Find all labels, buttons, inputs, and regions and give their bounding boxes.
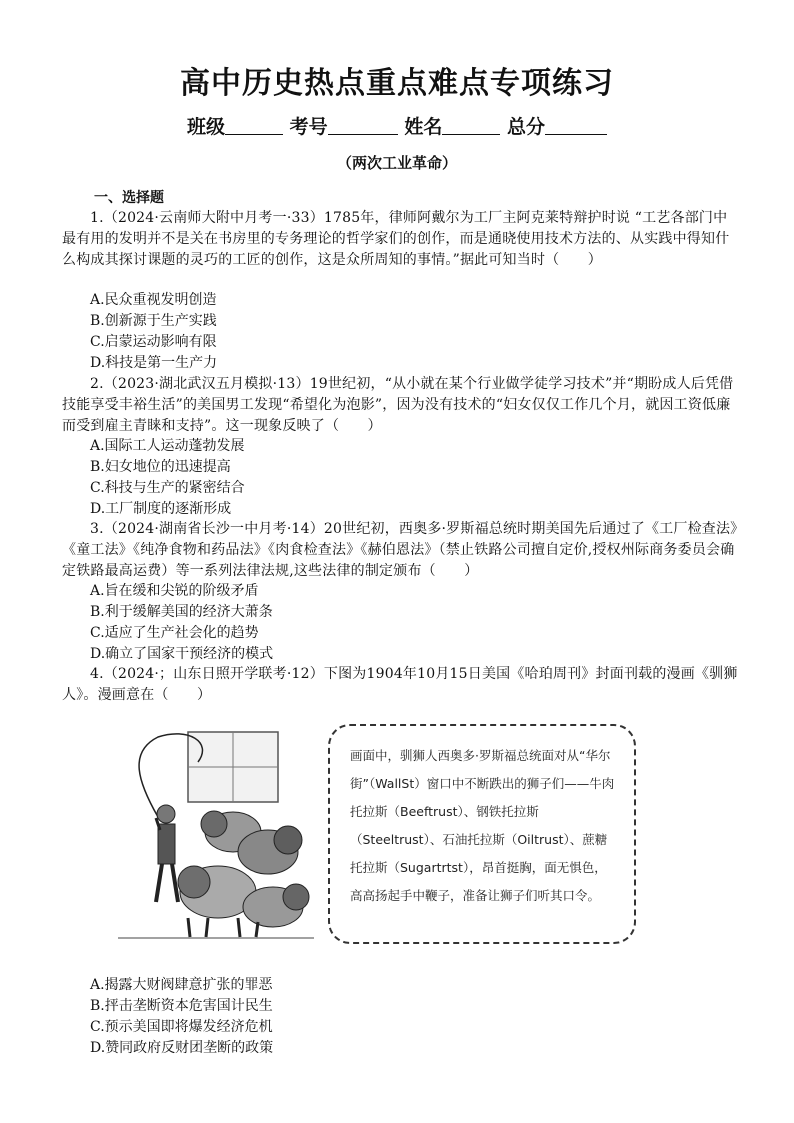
cartoon-caption-box: 画面中，驯狮人西奥多·罗斯福总统面对从“华尔街”（WallSt）窗口中不断跌出的狮子们——牛肉托拉斯（Beeftrust）、钢铁托拉斯（Steeltrust）、石油托拉斯（Oiltrust）、蔗糖托拉斯（Sugartrtst），昂首挺胸，面无惧色，高高扬起手中鞭子，准备让狮子们听其口令。 <box>328 724 636 944</box>
question-2-stem: 2.（2023·湖北武汉五月模拟·13）19世纪初，“从小就在某个行业做学徒学习技术”并“期盼成人后凭借技能享受丰裕生活”的美国男工发现“希望化为泡影”，因为没有技术的“妇女仅仅工作几个月，就因工资低廉而受到雇主青睐和支持”。这一现象反映了（ ） <box>62 376 734 434</box>
number-blank <box>328 116 398 135</box>
question-4-option-d: D.赞同政府反财团垄断的政策 <box>90 1040 274 1056</box>
section-heading: 一、选择题 <box>94 190 164 206</box>
question-1-stem: 1.（2024·云南师大附中月考一·33）1785年，律师阿戴尔为工厂主阿克莱特辩护时说 “工艺各部门中最有用的发明并不是关在书房里的专务理论的哲学家们的创作，而是通晓使用技术方法的、从实践中得知什么构成其探讨课题的灵巧的工匠的创作，这是众所周知的事情。”据此可知当时（ ） <box>62 210 730 268</box>
class-blank <box>225 116 283 135</box>
class-label: 班级 <box>187 116 226 138</box>
name-label: 姓名 <box>404 116 443 138</box>
score-blank <box>545 116 607 135</box>
question-3-option-b: B.利于缓解美国的经济大萧条 <box>90 604 273 620</box>
name-blank <box>442 116 500 135</box>
question-2-option-d: D.工厂制度的逐渐形成 <box>90 501 232 517</box>
question-4-option-b: B.抨击垄断资本危害国计民生 <box>90 998 273 1014</box>
question-4-stem: 4.（2024·；山东日照开学联考·12）下图为1904年10月15日美国《哈珀周刊》封面刊载的漫画《驯狮人》。漫画意在（ ） <box>62 666 738 703</box>
question-3-option-d: D.确立了国家干预经济的模式 <box>90 646 274 662</box>
topic-subtitle: （两次工业革命） <box>336 154 457 172</box>
question-1-option-a: A.民众重视发明创造 <box>90 292 217 308</box>
question-2-option-c: C.科技与生产的紧密结合 <box>90 480 245 496</box>
question-2-option-a: A.国际工人运动蓬勃发展 <box>90 438 245 454</box>
score-label: 总分 <box>506 116 545 138</box>
question-1-option-b: B.创新源于生产实践 <box>90 313 217 329</box>
question-3-option-a: A.旨在缓和尖锐的阶级矛盾 <box>90 583 259 599</box>
page-title: 高中历史热点重点难点专项练习 <box>180 66 614 101</box>
number-label: 考号 <box>289 116 328 138</box>
student-info-row <box>0 112 794 139</box>
question-1-option-c: C.启蒙运动影响有限 <box>90 334 217 350</box>
lion-tamer-cartoon <box>118 722 314 944</box>
question-2-option-b: B.妇女地位的迅速提高 <box>90 459 231 475</box>
question-3-option-c: C.适应了生产社会化的趋势 <box>90 625 259 641</box>
question-4-option-c: C.预示美国即将爆发经济危机 <box>90 1019 273 1035</box>
question-4-option-a: A.揭露大财阀肆意扩张的罪恶 <box>90 977 273 993</box>
question-1-option-d: D.科技是第一生产力 <box>90 355 218 371</box>
question-3-stem: 3.（2024·湖南省长沙一中月考·14）20世纪初，西奥多·罗斯福总统时期美国先后通过了《工厂检查法》《童工法》《纯净食物和药品法》《肉食检查法》《赫伯恩法》（禁止铁路公司擅自定价,授权州际商务委员会确定铁路最高运费）等一系列法律法规,这些法律的制定颁布（ ） <box>62 521 738 579</box>
